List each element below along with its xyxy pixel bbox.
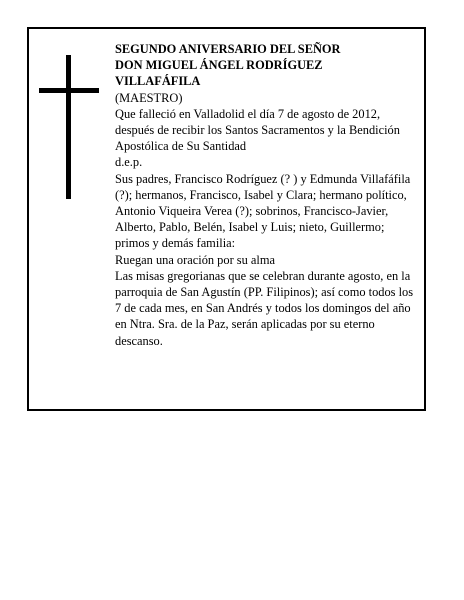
cross-icon: [39, 55, 99, 199]
dep-abbreviation: d.e.p.: [115, 155, 143, 170]
notice-title-line-1: SEGUNDO ANIVERSARIO DEL SEÑOR: [115, 42, 341, 56]
notice-text: [115, 41, 421, 349]
cross-vertical-bar: [66, 55, 71, 199]
notice-title-line-2: DON MIGUEL ÁNGEL RODRÍGUEZ: [115, 58, 323, 73]
notice-title-line-3: VILLAFÁFILA: [115, 74, 201, 89]
obituary-notice-frame: [27, 27, 426, 411]
masses-paragraph: Las misas gregorianas que se celebran durante agosto, en la parroquia de San Agustín (PP. Filipinos); así como todos los 7 de cada mes, en San Andrés y todos los domingos del año en Ntra. Sra. de la Paz, serán aplicadas por su eterno descanso.: [115, 268, 414, 348]
deceased-role: (MAESTRO): [115, 90, 183, 105]
prayer-request: Ruegan una oración por su alma: [115, 252, 275, 267]
cross-horizontal-bar: [39, 88, 99, 93]
death-paragraph: Que falleció en Valladolid el día 7 de agosto de 2012, después de recibir los Santos Sacramentos y la Bendición Apostólica de Su Santidad: [115, 106, 400, 154]
family-paragraph: Sus padres, Francisco Rodríguez (? ) y Edmunda Villafáfila (?); hermanos, Francisco, Isabel y Clara; hermano político, Antonio Viqueira Verea (?); sobrinos, Francisco-Javier, Alberto, Pablo, Belén, Isabel y Luis; nieto, Guillermo; primos y demás familia:: [115, 171, 411, 251]
